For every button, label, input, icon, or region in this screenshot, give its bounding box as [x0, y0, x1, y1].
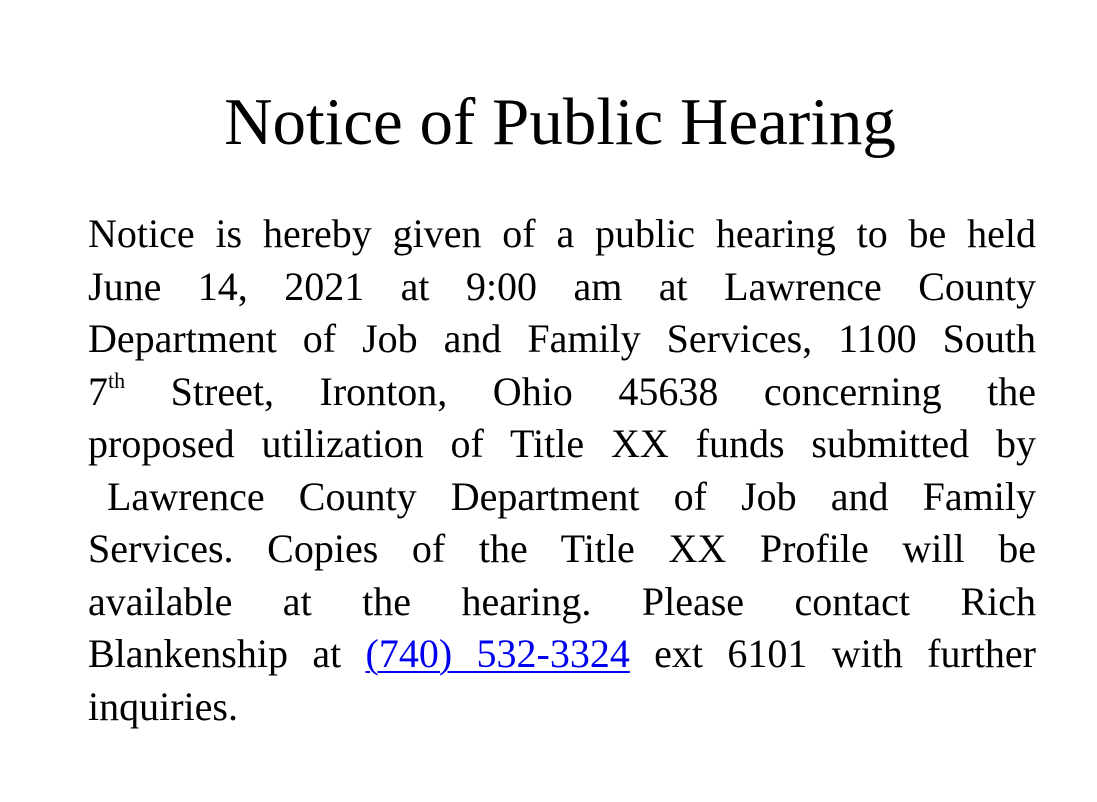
- body-line-10: inquiries.: [88, 683, 238, 729]
- address-text: Street, Ironton, Ohio 45638 concerning the: [125, 368, 1036, 414]
- body-line-9: [88, 628, 1036, 681]
- page-title: Notice of Public Hearing: [224, 85, 896, 159]
- notice-body: [88, 208, 1036, 733]
- body-line-7: Services. Copies of the Title XX Profile will be: [88, 526, 1036, 571]
- extension-text: ext 6101 with further: [629, 631, 1037, 676]
- body-line-3: Department of Job and Family Services, 1100 South: [88, 316, 1036, 361]
- phone-link[interactable]: (740) 532-3324: [365, 631, 630, 676]
- body-line-8: available at the hearing. Please contact Rich: [88, 578, 1036, 624]
- body-line-1: Notice is hereby given of a public hearing to be held: [88, 211, 1036, 256]
- body-line-5: proposed utilization of Title XX funds submitted by: [88, 421, 1036, 466]
- body-line-4: [88, 366, 1036, 419]
- body-line-6: Lawrence County Department of Job and Family: [107, 473, 1036, 519]
- contact-text: Blankenship at: [88, 631, 366, 676]
- street-number: 7: [88, 368, 108, 414]
- ordinal-suffix: th: [108, 367, 126, 393]
- body-line-2: June 14, 2021 at 9:00 am at Lawrence County: [88, 263, 1036, 309]
